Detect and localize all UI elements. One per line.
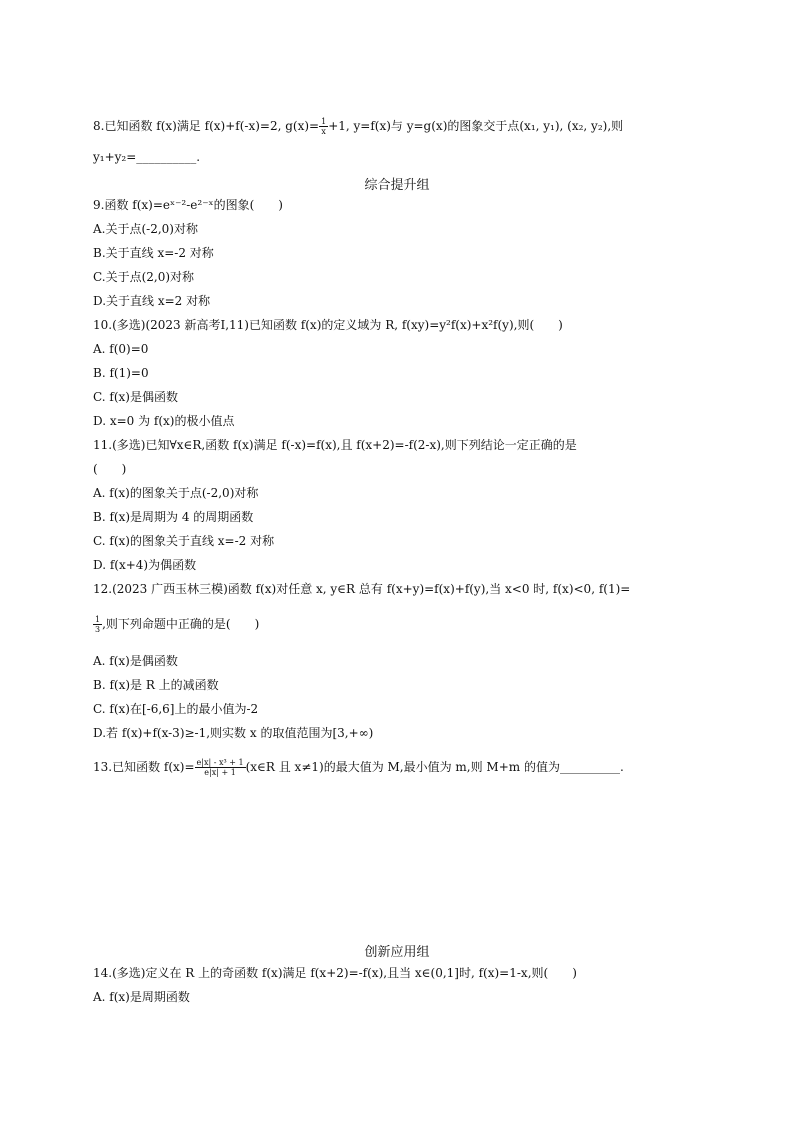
q9-option-c: C.关于点(2,0)对称 <box>93 270 195 284</box>
q14-stem: 14.(多选)定义在 R 上的奇函数 f(x)满足 f(x+2)=-f(x),且当 x∈(0,1]时, f(x)=1-x,则( ) <box>93 966 577 980</box>
q11-option-b: B. f(x)是周期为 4 的周期函数 <box>93 510 254 524</box>
q9-stem: 9.函数 f(x)=eˣ⁻²-e²⁻ˣ的图象( ) <box>93 198 283 212</box>
q9-option-d: D.关于直线 x=2 对称 <box>93 294 211 308</box>
q9-option-b: B.关于直线 x=-2 对称 <box>93 246 214 260</box>
q9-option-a: A.关于点(-2,0)对称 <box>93 222 198 236</box>
q10-option-c: C. f(x)是偶函数 <box>93 390 178 404</box>
q11-option-d: D. f(x+4)为偶函数 <box>93 558 197 572</box>
q11-stem-paren: ( ) <box>93 462 127 476</box>
q8-fraction: $\frac{1}{x}$ <box>321 117 327 136</box>
q11-option-a: A. f(x)的图象关于点(-2,0)对称 <box>93 486 259 500</box>
q8-line1: 8.已知函数 f(x)满足 f(x)+f(-x)=2, g(x)= $\frac{1}{x}$ +1, y=f(x)与 y=g(x)的图象交于点(x₁, y₁), (x₂, y₂),则 <box>93 117 624 136</box>
q8-line2: y₁+y₂=__________. <box>93 150 201 164</box>
q12-option-c: C. f(x)在[-6,6]上的最小值为-2 <box>93 702 259 716</box>
section-heading-comprehensive: 综合提升组 <box>364 178 430 193</box>
q14-option-a: A. f(x)是周期函数 <box>93 990 190 1004</box>
q10-option-b: B. f(1)=0 <box>93 366 149 380</box>
q12-stem: 12.(2023 广西玉林三模)函数 f(x)对任意 x, y∈R 总有 f(x+y)=f(x)+f(y),当 x<0 时, f(x)<0, f(1)= <box>93 582 631 596</box>
q11-stem: 11.(多选)已知∀x∈R,函数 f(x)满足 f(-x)=f(x),且 f(x+2)=-f(2-x),则下列结论一定正确的是 <box>93 438 577 452</box>
q10-stem: 10.(多选)(2023 新高考Ⅰ,11)已知函数 f(x)的定义域为 R, f(xy)=y²f(x)+x²f(y),则( ) <box>93 318 563 332</box>
q12-option-a: A. f(x)是偶函数 <box>93 654 178 668</box>
q10-option-d: D. x=0 为 f(x)的极小值点 <box>93 414 235 428</box>
q11-option-c: C. f(x)的图象关于直线 x=-2 对称 <box>93 534 275 548</box>
q12-stem-line2: $\frac{1}{3}$ ,则下列命题中正确的是( ) <box>95 615 260 634</box>
section-heading-innovation: 创新应用组 <box>364 945 430 960</box>
q12-fraction: $\frac{1}{3}$ <box>95 615 101 634</box>
q13-fraction: $\frac{\text{e|x| - x³ + 1}}{e|x| + 1}$ <box>196 758 244 777</box>
q12-option-d: D.若 f(x)+f(x-3)≥-1,则实数 x 的取值范围为[3,+∞) <box>93 726 374 740</box>
q12-option-b: B. f(x)是 R 上的减函数 <box>93 678 219 692</box>
q10-option-a: A. f(0)=0 <box>93 342 149 356</box>
q13-line: 13.已知函数 f(x)= $\frac{\text{e|x| - x³ + 1}}{e|x| + 1}$ (x∈R 且 x≠1)的最大值为 M,最小值为 m,则 M+m 的值为__________. <box>93 758 624 777</box>
